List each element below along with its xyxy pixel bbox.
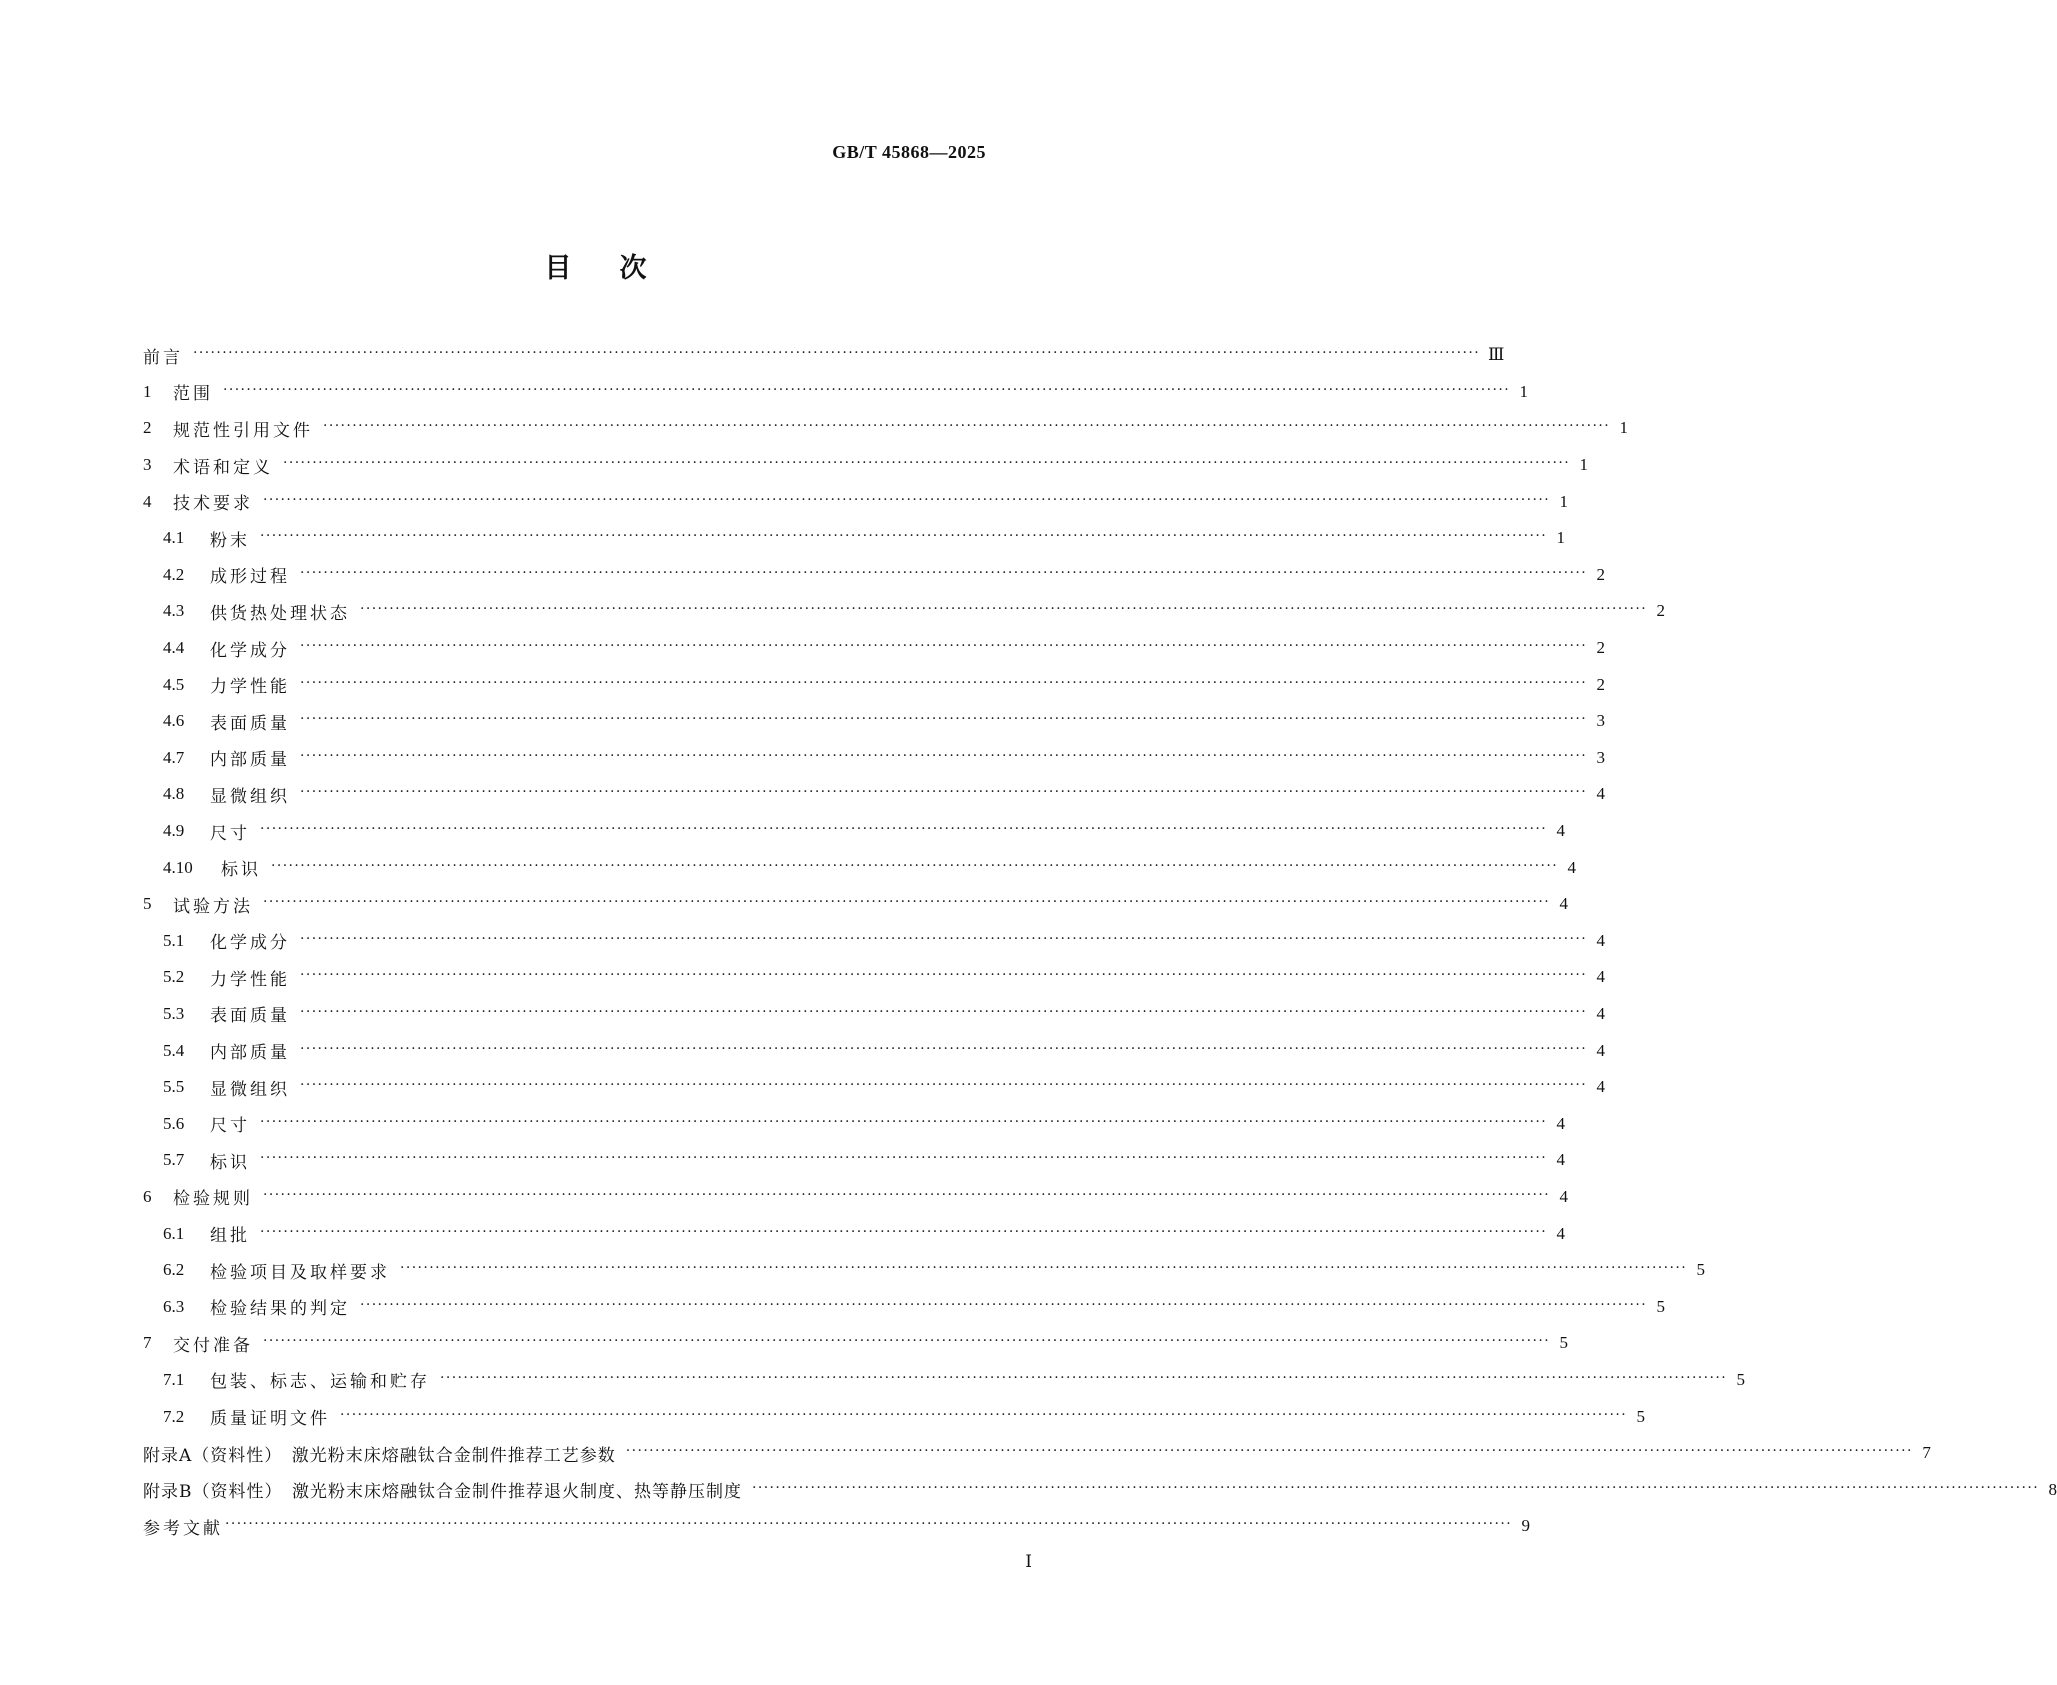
toc-entry-page: 4 <box>1556 821 1566 841</box>
toc-entry-label: 组批 <box>210 1226 250 1247</box>
toc-entry[interactable] <box>143 1142 1566 1179</box>
toc-entry-page: 2 <box>1596 638 1606 658</box>
toc-entry[interactable] <box>143 557 1606 594</box>
toc-entry-page: 8 <box>2048 1479 2057 1499</box>
toc-entry-number: 1 <box>143 381 152 401</box>
toc-entry-page: 1 <box>1556 528 1566 548</box>
toc-leader-dots: ···························································································································································································································· <box>300 638 1588 655</box>
toc-leader-dots: ···························································································································································································································· <box>300 930 1588 947</box>
toc-entry-number: 7 <box>143 1333 152 1353</box>
toc-entry-page: 1 <box>1579 455 1589 475</box>
toc-entry-page: 1 <box>1559 491 1569 511</box>
toc-entry-label: 供货热处理状态 <box>210 603 350 624</box>
page-folio: Ⅰ <box>1025 1552 1032 1571</box>
toc-entry[interactable] <box>143 447 1589 484</box>
toc-entry-number: 2 <box>143 418 152 438</box>
toc-leader-dots: ···························································································································································································································· <box>300 711 1588 728</box>
toc-entry-number: 6.1 <box>163 1223 185 1243</box>
toc-entry-page: 4 <box>1596 1003 1606 1023</box>
toc-leader-dots: ···························································································································································································································· <box>300 1077 1588 1094</box>
toc-entry-label: 标识 <box>210 1152 250 1173</box>
table-of-contents <box>143 337 2057 1545</box>
toc-entry-number: 7.1 <box>163 1369 185 1389</box>
toc-entry-page: 2 <box>1596 564 1606 584</box>
toc-leader-dots: ···························································································································································································································· <box>283 455 1571 472</box>
toc-entry-page: 9 <box>1521 1516 1531 1536</box>
toc-leader-dots: ···························································································································································································································· <box>300 1040 1588 1057</box>
toc-entry-label: 粉末 <box>210 530 250 551</box>
toc-entry-number: 5.1 <box>163 930 185 950</box>
toc-entry-label: 尺寸 <box>210 1116 250 1137</box>
toc-entry[interactable] <box>143 630 1606 667</box>
toc-entry[interactable] <box>143 410 1629 447</box>
toc-entry-page: 4 <box>1559 1186 1569 1206</box>
toc-entry-number: 6.2 <box>163 1260 185 1280</box>
toc-entry-number: 5.5 <box>163 1077 185 1097</box>
toc-leader-dots: ···························································································································································································································· <box>440 1369 1728 1386</box>
toc-entry[interactable] <box>143 520 1566 557</box>
toc-entry-label: 化学成分 <box>210 640 290 661</box>
toc-entry-label: 检验规则 <box>173 1189 253 1210</box>
toc-leader-dots: ···························································································································································································································· <box>263 491 1551 508</box>
toc-leader-dots: ···························································································································································································································· <box>300 784 1588 801</box>
toc-entry-label: 表面质量 <box>210 1006 290 1027</box>
toc-leader-dots: ···························································································································································································································· <box>263 1186 1551 1203</box>
toc-entry-label: 内部质量 <box>210 750 290 771</box>
toc-entry-label: 内部质量 <box>210 1043 290 1064</box>
toc-entry-page: 4 <box>1596 1040 1606 1060</box>
toc-leader-dots: ···························································································································································································································· <box>360 1296 1648 1313</box>
toc-leader-dots: ···························································································································································································································· <box>260 1223 1548 1240</box>
toc-entry[interactable] <box>143 1471 2057 1508</box>
toc-entry-page: Ⅲ <box>1488 345 1505 365</box>
toc-leader-dots: ···························································································································································································································· <box>323 418 1611 435</box>
toc-entry-number: 4.7 <box>163 747 185 767</box>
toc-leader-dots: ···························································································································································································································· <box>260 528 1548 545</box>
toc-entry-page: 4 <box>1596 784 1606 804</box>
toc-entry[interactable] <box>143 703 1606 740</box>
toc-entry-label: 尺寸 <box>210 823 250 844</box>
toc-entry-number: 4.2 <box>163 564 185 584</box>
toc-leader-dots: ···························································································································································································································· <box>260 821 1548 838</box>
toc-entry[interactable] <box>143 1435 1931 1472</box>
toc-entry-label: 力学性能 <box>210 677 290 698</box>
toc-entry-number: 6.3 <box>163 1296 185 1316</box>
toc-entry-label: 标识 <box>221 860 261 881</box>
toc-leader-dots: ···························································································································································································································· <box>225 1516 1513 1533</box>
toc-entry-page: 3 <box>1596 711 1606 731</box>
toc-entry-page: 5 <box>1636 1406 1646 1426</box>
toc-leader-dots: ···························································································································································································································· <box>300 967 1588 984</box>
toc-entry-number: 4.6 <box>163 711 185 731</box>
toc-leader-dots: ···························································································································································································································· <box>340 1406 1628 1423</box>
toc-entry[interactable] <box>143 1215 1566 1252</box>
toc-leader-dots: ···························································································································································································································· <box>300 1003 1588 1020</box>
toc-entry-page: 4 <box>1559 894 1569 914</box>
toc-entry[interactable] <box>143 813 1566 850</box>
toc-entry[interactable] <box>143 996 1606 1033</box>
toc-entry-label: 检验项目及取样要求 <box>210 1262 390 1283</box>
toc-leader-dots: ···························································································································································································································· <box>625 1443 1913 1460</box>
toc-leader-dots: ···························································································································································································································· <box>263 1333 1551 1350</box>
toc-entry[interactable] <box>143 483 1569 520</box>
toc-entry-label: 表面质量 <box>210 713 290 734</box>
toc-entry-number: 4.3 <box>163 601 185 621</box>
toc-entry[interactable] <box>143 959 1606 996</box>
toc-entry[interactable] <box>143 1325 1569 1362</box>
toc-entry-number: 5.7 <box>163 1150 185 1170</box>
toc-leader-dots: ···························································································································································································································· <box>263 894 1551 911</box>
toc-entry[interactable] <box>143 1252 1706 1289</box>
toc-entry-label: 包装、标志、运输和贮存 <box>210 1372 430 1393</box>
toc-entry[interactable] <box>143 776 1606 813</box>
toc-entry-number: 6 <box>143 1186 152 1206</box>
toc-leader-dots: ···························································································································································································································· <box>400 1260 1688 1277</box>
toc-entry-label: 规范性引用文件 <box>173 420 313 441</box>
toc-leader-dots: ···························································································································································································································· <box>223 381 1511 398</box>
toc-entry[interactable] <box>143 1362 1746 1399</box>
toc-entry[interactable] <box>143 1398 1646 1435</box>
toc-entry-label: 附录A（资料性） 激光粉末床熔融钛合金制件推荐工艺参数 <box>143 1445 616 1466</box>
toc-leader-dots: ···························································································································································································································· <box>260 1150 1548 1167</box>
toc-entry-label: 质量证明文件 <box>210 1409 330 1430</box>
toc-entry-page: 4 <box>1596 1077 1606 1097</box>
toc-entry-page: 4 <box>1556 1113 1566 1133</box>
toc-entry-label: 成形过程 <box>210 567 290 588</box>
toc-entry[interactable] <box>143 1288 1666 1325</box>
toc-entry-label: 试验方法 <box>173 896 253 917</box>
toc-entry[interactable] <box>143 593 1666 630</box>
toc-entry-label: 前言 <box>143 347 183 368</box>
toc-entry-page: 5 <box>1696 1260 1706 1280</box>
toc-leader-dots: ···························································································································································································································· <box>271 857 1559 874</box>
toc-entry[interactable] <box>143 1179 1569 1216</box>
toc-entry-number: 4.5 <box>163 674 185 694</box>
toc-entry-number: 4 <box>143 491 152 511</box>
toc-leader-dots: ···························································································································································································································· <box>300 747 1588 764</box>
toc-entry[interactable] <box>143 1508 1531 1545</box>
toc-entry-page: 4 <box>1596 930 1606 950</box>
toc-entry-page: 2 <box>1656 601 1666 621</box>
toc-entry-page: 1 <box>1519 381 1529 401</box>
toc-entry-page: 1 <box>1619 418 1629 438</box>
toc-leader-dots: ···························································································································································································································· <box>300 674 1588 691</box>
toc-entry-label: 检验结果的判定 <box>210 1299 350 1320</box>
toc-leader-dots: ···························································································································································································································· <box>193 345 1481 362</box>
toc-entry[interactable] <box>143 849 1577 886</box>
toc-entry-number: 4.9 <box>163 821 185 841</box>
toc-entry[interactable] <box>143 923 1606 960</box>
toc-entry-label: 显微组织 <box>210 1079 290 1100</box>
toc-leader-dots: ···························································································································································································································· <box>360 601 1648 618</box>
toc-leader-dots: ···························································································································································································································· <box>260 1113 1548 1130</box>
toc-entry-label: 范围 <box>173 384 213 405</box>
toc-entry-number: 5.2 <box>163 967 185 987</box>
toc-entry-number: 4.8 <box>163 784 185 804</box>
page-title: 目次 <box>544 253 695 284</box>
toc-entry-label: 力学性能 <box>210 969 290 990</box>
toc-entry[interactable] <box>143 886 1569 923</box>
toc-entry-number: 5.6 <box>163 1113 185 1133</box>
toc-leader-dots: ···························································································································································································································· <box>300 564 1588 581</box>
toc-entry-page: 7 <box>1922 1443 1931 1463</box>
toc-entry-page: 4 <box>1567 857 1577 877</box>
toc-entry-label: 附录B（资料性） 激光粉末床熔融钛合金制件推荐退火制度、热等静压制度 <box>143 1482 742 1503</box>
toc-entry[interactable] <box>143 666 1606 703</box>
toc-entry-number: 5 <box>143 894 152 914</box>
toc-entry-page: 5 <box>1656 1296 1666 1316</box>
toc-entry-label: 显微组织 <box>210 786 290 807</box>
toc-entry-number: 5.3 <box>163 1003 185 1023</box>
toc-entry-number: 3 <box>143 455 152 475</box>
toc-entry-page: 4 <box>1596 967 1606 987</box>
toc-entry-number: 4.10 <box>163 857 193 877</box>
toc-entry[interactable] <box>143 1069 1606 1106</box>
toc-entry-number: 4.1 <box>163 528 185 548</box>
toc-entry-page: 4 <box>1556 1150 1566 1170</box>
toc-entry-number: 4.4 <box>163 638 185 658</box>
toc-entry-label: 化学成分 <box>210 933 290 954</box>
toc-entry[interactable] <box>143 1032 1606 1069</box>
toc-entry-page: 5 <box>1736 1369 1746 1389</box>
toc-entry-page: 2 <box>1596 674 1606 694</box>
toc-entry[interactable] <box>143 374 1529 411</box>
toc-entry[interactable] <box>143 1105 1566 1142</box>
toc-entry-label: 术语和定义 <box>173 457 273 478</box>
toc-entry-page: 3 <box>1596 747 1606 767</box>
toc-entry-page: 4 <box>1556 1223 1566 1243</box>
toc-entry[interactable] <box>143 337 1505 374</box>
toc-entry-label: 技术要求 <box>173 494 253 515</box>
toc-entry-number: 5.4 <box>163 1040 185 1060</box>
toc-entry[interactable] <box>143 740 1606 777</box>
toc-entry-label: 参考文献 <box>143 1518 223 1539</box>
toc-entry-number: 7.2 <box>163 1406 185 1426</box>
standard-number: GB/T 45868—2025 <box>832 142 986 162</box>
toc-entry-page: 5 <box>1559 1333 1569 1353</box>
toc-entry-label: 交付准备 <box>173 1335 253 1356</box>
toc-leader-dots: ···························································································································································································································· <box>752 1479 2040 1496</box>
